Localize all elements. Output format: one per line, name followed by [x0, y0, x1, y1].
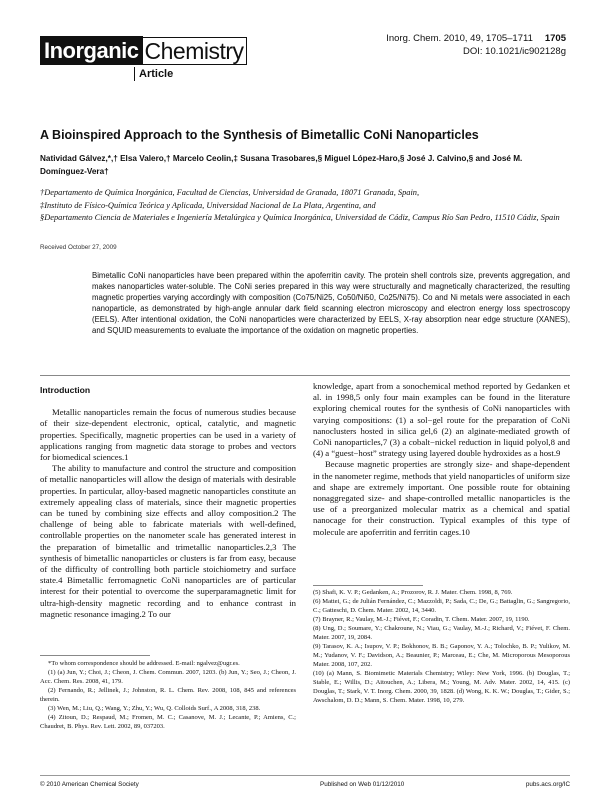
footnotes-right	[313, 585, 570, 705]
reference-item: (5) Shafi, K. V. P.; Gedanken, A.; Prozorov, R. J. Mater. Chem. 1998, 8, 769.	[313, 589, 513, 596]
right-paragraph-2: Because magnetic properties are strongly size- and shape-dependent in the nanometer regime, methods that yield nanoparticles of uniform size and shape are extremely important. One possible route for obtaining nonaggregated size- and shape-controlled metallic nanoparticles is the use of a preorganized molecular matrix as a chemical and spatial nanocage for their construction. Typical examples of this type of molecule are apoferritin and ferritin cages.10	[313, 459, 570, 537]
affiliation-1: †Departamento de Química Inorgánica, Facultad de Ciencias, Universidad de Granada, 18071 Granada, Spain,	[40, 188, 420, 197]
affiliation-3: §Departamento Ciencia de Materiales e Ingeniería Metalúrgica y Química Inorgánica, Universidad de Cádiz, Campus Río San Pedro, 11510 Cádiz, Spain	[40, 213, 560, 222]
logo-chemistry: Chemistry	[143, 37, 247, 65]
reference-item: (3) Wen, M.; Liu, Q.; Wang, Y.; Zhu, Y.; Wu, Q. Colloids Surf., A 2008, 318, 238.	[48, 705, 261, 712]
reference-item: (8) Ung, D.; Soumare, Y.; Chakroune, N.; Viau, G.; Vaulay, M.-J.; Richard, V.; Fiévet, F. Chem. Mater. 2007, 19, 2084.	[313, 625, 570, 641]
reference-item: (4) Zitoun, D.; Respaud, M.; Fromen, M. C.; Casanove, M. J.; Lecante, P.; Amiens, C.; Chaudret, B. Phys. Rev. Lett. 2002, 89, 037203.	[40, 714, 296, 730]
affiliation-2: ‡Instituto de Físico-Química Teórica y Aplicada, Universidad Nacional de La Plata, Argentina, and	[40, 200, 376, 210]
logo-inorganic: Inorganic	[40, 36, 143, 65]
received-date: Received October 27, 2009	[40, 244, 117, 251]
right-column	[313, 381, 570, 538]
intro-paragraph-1: Metallic nanoparticles remain the focus of numerous studies because of their size-dependent electronic, optical, catalytic, and magnetic properties. Specifically, magnetic properties can be used in a variety of applications ranging from magnetic data storage to probes and vectors for biomedical sciences.1	[40, 407, 296, 463]
published-date: Published on Web 01/12/2010	[320, 781, 405, 788]
citation-block	[386, 32, 566, 58]
logo-section-label: Article	[134, 67, 210, 81]
intro-paragraph-2: The ability to manufacture and control the structure and composition of metallic nanoparticles will allow the design of materials with desirable properties. In particular, alloy-based magnetic nanoparticles constitute an extremely appealing class of materials, since their magnetic properties can be tuned by combining size effects and alloy composition.2 The challenge of being able to fabricate materials with well-defined, controllable properties on the nanometer scale has generated interest in the preparation of bimetallic and trimetallic nanoparticles.2,3 The synthesis of bimetallic nanoparticles or clusters is far from easy, because of the difficulty of controlling both particle stoichiometry and surface state.4 Bimetallic ferromagnetic CoNi nanoparticles are of particular interest for their potential to overcome the superparamagnetic limit for ultra-high-density magnetic recording and to enhance contrast in magnetic resonance imaging.2 To our	[40, 463, 296, 619]
left-column	[40, 385, 296, 620]
journal-logo	[40, 36, 244, 94]
right-paragraph-1: knowledge, apart from a sonochemical method reported by Gedanken et al. in 1998,5 only four main examples can be found in the literature exploring chemical routes for the synthesis of CoNi nanoparticles with varying compositions: (1) a sol−gel route for the preparation of CoNi nanoclusters hosted in silica gel,6 (2) an alginate-mediated growth of CoNi nanoparticles,7 (3) a cobalt−nickel reduction in liquid polyol,8 and (4) a “guest−host” strategy using layered double hydroxides as a host.9	[313, 381, 570, 459]
reference-item: (9) Tarasov, K. A.; Isupov, V. P.; Bokhonov, B. B.; Gaponov, Y. A.; Tolochko, B. P.; Yulikov, M. M.; Yudanov, V. F.; Davidson, A.; Beaunier, P.; Marceau, E.; Che, M. Microporous Mesoporous Mater. 2008, 107, 202.	[313, 643, 570, 668]
footnotes-left	[40, 655, 296, 731]
reference-item: (1) (a) Jun, Y.; Choi, J.; Cheon, J. Chem. Commun. 2007, 1203. (b) Jun, Y.; Seo, J.; Cheon, J. Acc. Chem. Res. 2008, 41, 179.	[40, 669, 296, 685]
footer-rule	[40, 775, 570, 777]
reference-item: (7) Brayner, R.; Vaulay, M.-J.; Fiévet, F.; Coradin, T. Chem. Mater. 2007, 19, 1190.	[313, 616, 530, 623]
author-list: Natividad Gálvez,*,† Elsa Valero,† Marcelo Ceolin,‡ Susana Trasobares,§ Miguel López-Haro,§ José J. Calvino,§ and José M. Domínguez-Vera†	[40, 154, 523, 176]
journal-citation: Inorg. Chem. 2010, 49, 1705–1711	[386, 33, 533, 44]
doi[interactable]: DOI: 10.1021/ic902128g	[463, 46, 566, 57]
reference-item: (6) Mattei, G.; de Julián Fernández, C.; Mazzoldi, P.; Sada, C.; De, G.; Battaglin, G.; Sangregorio, C.; Gatteschi, D. Chem. Mater. 2002, 14, 3440.	[313, 598, 570, 614]
abstract-divider	[40, 375, 570, 376]
affiliations	[40, 187, 570, 225]
footnote-divider	[313, 585, 423, 586]
page-number: 1705	[544, 33, 566, 44]
footnote-divider	[40, 655, 150, 656]
reference-item: (10) (a) Mann, S. Biomimetic Materials Chemistry; Wiley: New York, 1996. (b) Douglas, T.; Stable, E.; Willis, D.; Aitouchen, A.; Libera, M.; Young, M. Adv. Mater. 2002, 14, 415. (c) Douglas, T.; Stark, V. T. Inorg. Chem. 2000, 39, 1828. (d) Wong, K. K. W.; Douglas, T.; Gider, S.; Awschalom, D. D.; Mann, S. Chem. Mater. 1998, 10, 279.	[313, 670, 570, 704]
reference-item: (2) Fernando, R.; Jellinek, J.; Johnston, R. L. Chem. Rev. 2008, 108, 845 and references therein.	[40, 687, 296, 703]
correspondence-note: *To whom correspondence should be addressed. E-mail: ngalvez@ugr.es.	[48, 660, 240, 667]
abstract: Bimetallic CoNi nanoparticles have been prepared within the apoferritin cavity. The protein shell controls size, prevents aggregation, and makes nanoparticles water-soluble. The CoNi series prepared in this way were structurally and magnetically characterized, the resulting magnetic properties varying accordingly with composition (Co75/Ni25, Co50/Ni50, Co25/Ni75). Co and Ni metals were associated in each nanoparticle, as demonstrated by high-angle annular dark field scanning electron microscopy and electron energy loss spectroscopy (EELS). After intentional oxidation, the CoNi nanoparticles were characterized by EELS, X-ray absorption near edge structure (XANES), and SQUID measurements to evaluate the importance of the oxidation on magnetic properties.	[92, 271, 570, 336]
journal-url[interactable]: pubs.acs.org/IC	[525, 781, 570, 788]
copyright: © 2010 American Chemical Society	[40, 781, 139, 788]
article-title: A Bioinspired Approach to the Synthesis of Bimetallic CoNi Nanoparticles	[40, 128, 479, 142]
section-heading: Introduction	[40, 385, 91, 395]
